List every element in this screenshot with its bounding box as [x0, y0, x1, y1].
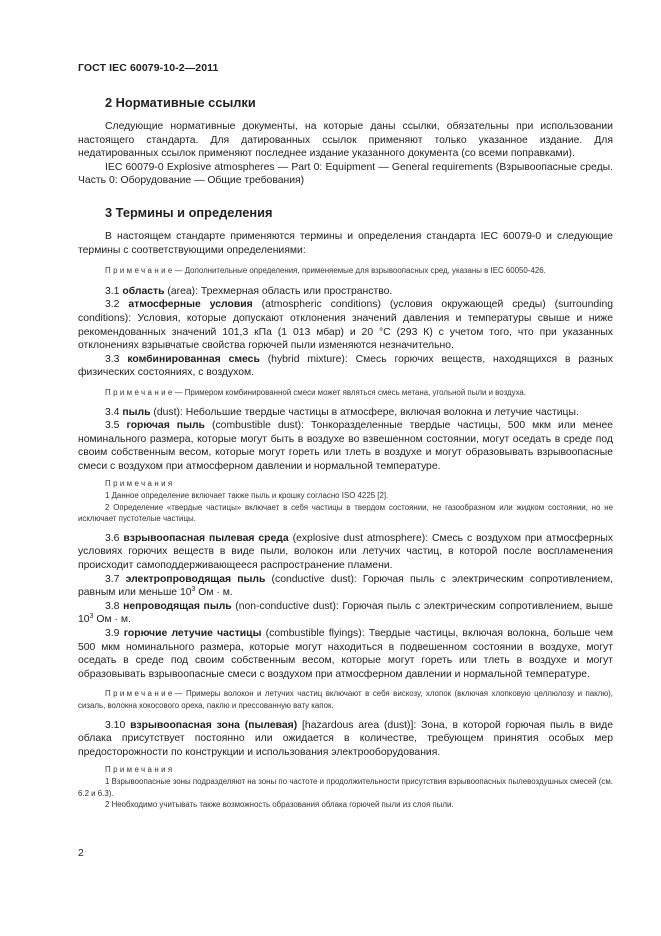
term-combustible-dust: горючая пыль	[126, 420, 205, 432]
note-flyings-examples: Примечание— Примеры волокон и летучих частиц включают в себя вискозу, хлопок (включая хлопковую целлюлозу и паклю), сизаль, волокна кокосового ореха, паклю и прессованную вату капок.	[78, 689, 613, 710]
definition-3-5: 3.5 горючая пыль (combustible dust): Тонкоразделенные твердые частицы, 500 мкм или менее номинального размера, которые могут быть в воздухе во взвешенном состоянии, могут оседать в среде под своим собственным весом, которые могут гореть или тлеть в воздухе и могут образовывать взрывоопасные смеси с воздухом при атмосферном давлении и нормальной температуре.	[78, 420, 613, 472]
term-area: область	[122, 285, 165, 297]
iec-60079-0-reference: IEC 60079-0 Explosive atmospheres — Part 0: Equipment — General requirements (Взрывоопасные среды. Часть 0: Оборудование — Общие требования)	[78, 161, 613, 187]
normative-refs-paragraph: Следующие нормативные документы, на которые даны ссылки, обязательны при использовании настоящего стандарта. Для датированных ссылок применяют только указанное издание. Для недатированных ссылок применяют последнее издание указанного документа (со всеми поправками).	[78, 121, 613, 160]
note-3-5-1: 1 Данное определение включает также пыль и крошку согласно ISO 4225 [2].	[105, 491, 389, 501]
notes-heading-3-5: Примечания	[105, 479, 175, 489]
definition-3-7: 3.7 электропроводящая пыль (conductive dust): Горючая пыль с электрическим сопротивлением, равным или меньше $10^3$ Ом · м.	[78, 573, 613, 599]
term-hazardous-area-dust: взрывоопасная зона (пылевая)	[130, 719, 298, 731]
section-2-heading: 2 Нормативные ссылки	[105, 95, 256, 110]
term-combustible-flyings: горючие летучие частицы	[123, 628, 262, 639]
term-hybrid-mixture: комбинированная смесь	[127, 353, 260, 365]
definition-3-3: 3.3 комбинированная смесь (hybrid mixture): Смесь горючих веществ, находящихся в разных физических состояниях, с воздухом.	[78, 353, 613, 379]
definition-3-2: 3.2 атмосферные условия (atmospheric conditions) (условия окружающей среды) (surrounding conditions): Условия, которые допускают отклонения значений давления и температуры свыше и ниже рекомендованных значений 101,3 кПа (1 013 мбар) и 20 °С (293 К) с учетом того, что при указанных отклонениях взрывчатые свойства горючей пыли изменяются незначительно.	[78, 299, 614, 352]
term-conductive-dust: электропроводящая пыль	[125, 573, 266, 585]
note-3-10-1: 1 Взрывоопасные зоны подразделяют на зоны по частоте и продолжительности присутствия взрывоопасных пылевоздушных смесей (см. 6.2 и 6.3).	[78, 776, 613, 798]
section-3-heading: 3 Термины и определения	[105, 204, 273, 220]
definition-3-10: 3.10 взрывоопасная зона (пылевая) [hazardous area (dust)]: Зона, в которой горючая пыль в виде облака присутствует постоянно или ожидается в количестве, требующем принятия особых мер предосторожности по конструкции и использования электрооборудования.	[78, 719, 613, 758]
definition-3-9: 3.9 горючие летучие частицы (combustible flyings): Твердые частицы, включая волокна, больше чем 500 мкм номинального размера, которые могут находиться в подвешенном состоянии в воздухе, могут оседать в среде под своим собственным весом, которые могут гореть или тлеть в воздухе и могут образовывать взрывоопасные смеси с воздухом при атмосферном давлении и нормальной температуре.	[78, 628, 614, 680]
term-non-conductive-dust: непроводящая пыль	[123, 600, 232, 612]
note-3-5-2: 2 Определение «твердые частицы» включает в себя частицы в твердом состоянии, не газообразном или жидком состоянии, но не исключает пустотелые частицы.	[78, 502, 613, 524]
note-hybrid-mixture: Примечание— Примером комбинированной смеси может являться смесь метана, угольной пыли и воздуха.	[105, 387, 527, 397]
section-3-intro: В настоящем стандарте применяются термины и определения стандарта IEC 60079-0 и следующие термины с соответствующими определениями:	[78, 230, 613, 256]
term-atmospheric-conditions: атмосферные условия	[128, 299, 253, 311]
page-number: 2	[78, 848, 84, 859]
definition-3-4: 3.4 пыль (dust): Небольшие твердые частицы в атмосфере, включая волокна и летучие частицы.	[105, 406, 579, 418]
note-additional-definitions: Примечание— Дополнительные определения, применяемые для взрывоопасных сред, указаны в IEC 60050-426.	[105, 266, 546, 276]
definition-3-6: 3.6 взрывоопасная пылевая среда (explosive dust atmosphere): Смесь с воздухом при атмосферных условиях горючих веществ в виде пыли, волокон или летучих частиц, в которой после воспламенения происходит самоподдерживающееся распространение пламени.	[78, 532, 613, 572]
definition-3-1: 3.1 область (area): Трехмерная область или пространство.	[105, 285, 393, 297]
note-label: Примечание	[105, 266, 175, 276]
document-page	[78, 62, 613, 811]
definition-3-8: 3.8 непроводящая пыль (non-conductive dust): Горючая пыль с электрическим сопротивлением, выше $10^3$ Ом · м.	[78, 600, 614, 626]
notes-heading-3-10: Примечания	[105, 765, 175, 775]
note-3-10-2: 2 Необходимо учитывать также возможность образования облака горючей пыли из слоя пыли.	[105, 800, 454, 810]
standard-number: ГОСТ IEC 60079-10-2—2011	[78, 62, 219, 74]
term-dust: пыль	[122, 406, 151, 418]
term-explosive-dust-atmosphere: взрывоопасная пылевая среда	[123, 532, 289, 544]
